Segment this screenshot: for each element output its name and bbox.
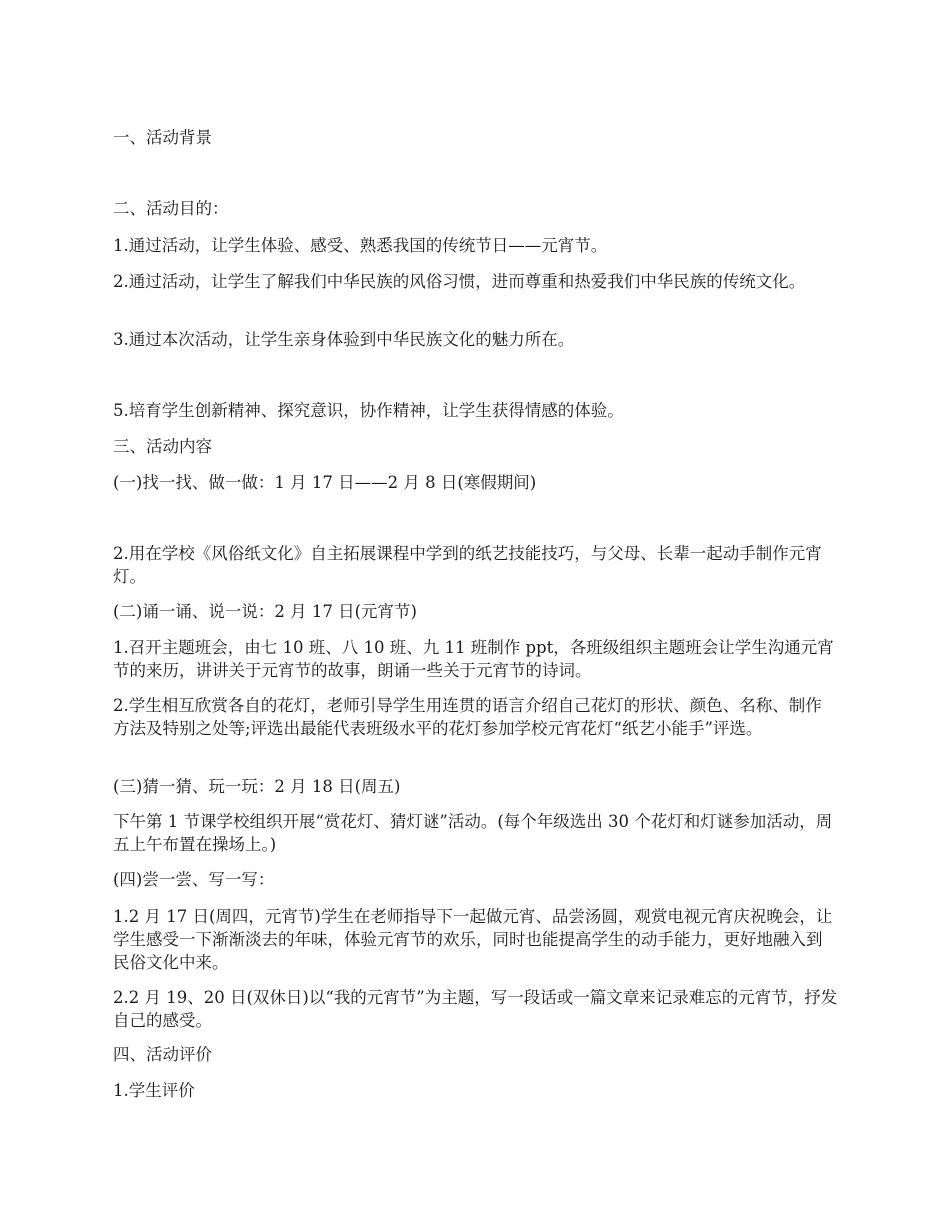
recite-speak-item-2: 2.学生相互欣赏各自的花灯，老师引导学生用连贯的语言介绍自己花灯的形状、颜色、名称、制作方法及特别之处等;评选出最能代表班级水平的花灯参加学校元宵花灯“纸艺小能手”评选。 <box>113 696 822 738</box>
taste-write-item-1: 1.2 月 17 日(周四，元宵节)学生在老师指导下一起做元宵、品尝汤圆，观赏电视元宵庆祝晚会，让学生感受一下渐渐淡去的年味，体验元宵节的欢乐，同时也能提高学生的动手能力，更好地融入到民俗文化中来。 <box>113 907 833 972</box>
guess-play-item: 下午第 1 节课学校组织开展“赏花灯、猜灯谜”活动。(每个年级选出 30 个花灯和灯谜参加活动，周五上午布置在操场上。) <box>113 812 833 854</box>
subsection-find-make: (一)找一找、做一做：1 月 17 日——2 月 8 日(寒假期间) <box>113 473 537 492</box>
goal-item-5: 5.培育学生创新精神、探究意识，协作精神，让学生获得情感的体验。 <box>113 401 624 420</box>
subsection-recite-speak: (二)诵一诵、说一说：2 月 17 日(元宵节) <box>113 602 417 621</box>
section-heading-evaluation: 四、活动评价 <box>113 1045 212 1064</box>
section-heading-background: 一、活动背景 <box>113 128 212 147</box>
goal-item-1: 1.通过活动，让学生体验、感受、熟悉我国的传统节日——元宵节。 <box>113 236 608 255</box>
evaluation-item-1: 1.学生评价 <box>113 1081 195 1100</box>
goal-item-2: 2.通过活动，让学生了解我们中华民族的风俗习惯，进而尊重和热爱我们中华民族的传统文化。 <box>113 272 806 291</box>
section-heading-content: 三、活动内容 <box>113 437 212 456</box>
recite-speak-item-1: 1.召开主题班会，由七 10 班、八 10 班、九 11 班制作 ppt，各班级组织主题班会让学生沟通元宵节的来历，讲讲关于元宵节的故事，朗诵一些关于元宵节的诗词。 <box>113 638 834 680</box>
goal-item-3: 3.通过本次活动，让学生亲身体验到中华民族文化的魅力所在。 <box>113 330 575 349</box>
section-heading-goals: 二、活动目的： <box>113 199 229 218</box>
find-make-item-2: 2.用在学校《风俗纸文化》自主拓展课程中学到的纸艺技能技巧，与父母、长辈一起动手制作元宵灯。 <box>113 544 822 586</box>
subsection-taste-write: (四)尝一尝、写一写： <box>113 870 275 889</box>
taste-write-item-2: 2.2 月 19、20 日(双休日)以“我的元宵节”为主题，写一段话或一篇文章来记录难忘的元宵节，抒发自己的感受。 <box>113 988 838 1030</box>
subsection-guess-play: (三)猜一猜、玩一玩：2 月 18 日(周五) <box>113 777 401 796</box>
